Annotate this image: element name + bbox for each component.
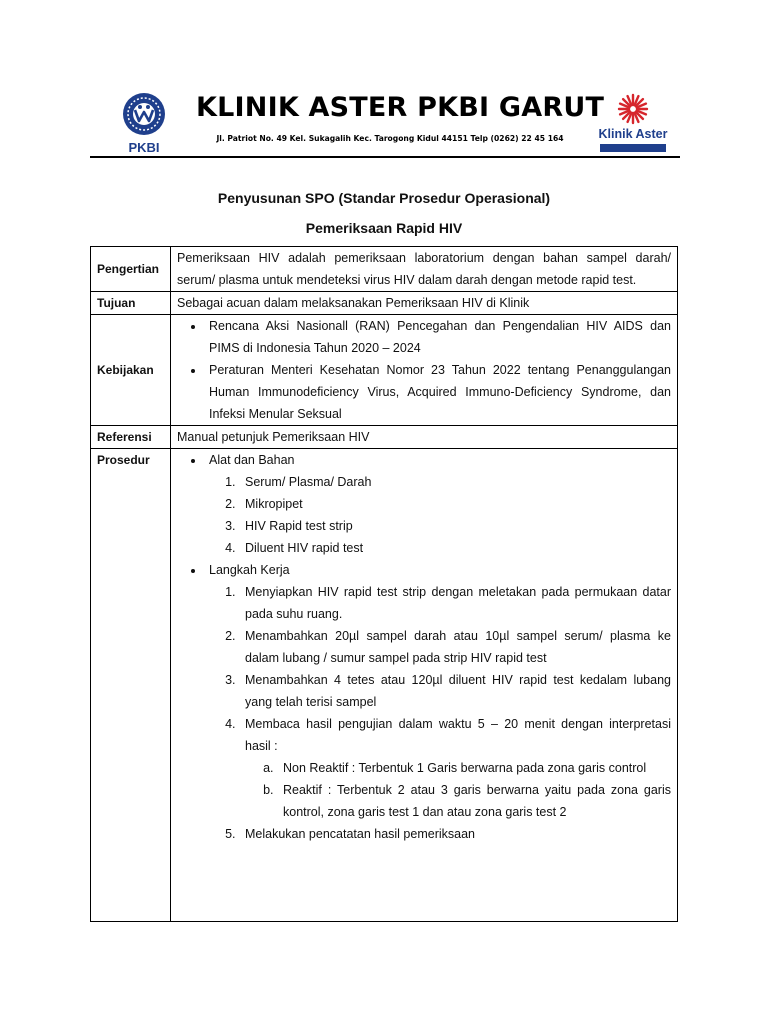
kebijakan-cell: [171, 315, 678, 426]
alat-list: [209, 471, 671, 559]
clinic-name: KLINIK ASTER PKBI GARUT: [196, 92, 605, 123]
prosedur-cell: [171, 449, 678, 922]
list-item: 4. Diluent HIV rapid test: [239, 537, 671, 559]
list-item: a. Non Reaktif : Terbentuk 1 Garis berwarna pada zona garis control: [277, 757, 671, 779]
aster-logo: [596, 92, 670, 154]
label-tujuan: Tujuan: [91, 292, 171, 315]
prosedur-section-langkah: [205, 559, 671, 845]
referensi-text: Manual petunjuk Pemeriksaan HIV: [171, 426, 678, 449]
list-item: 5. Melakukan pencatatan hasil pemeriksaan: [239, 823, 671, 845]
label-pengertian: Pengertian: [91, 247, 171, 292]
langkah-list: [209, 581, 671, 845]
clinic-address: Jl. Patriot No. 49 Kel. Sukagalih Kec. Tarogong Kidul 44151 Telp (0262) 22 45 164: [216, 134, 564, 143]
label-prosedur: Prosedur: [91, 449, 171, 922]
row-tujuan: [91, 292, 678, 315]
list-item: 3. Menambahkan 4 tetes atau 120µl diluent HIV rapid test kedalam lubang yang telah terisi sampel: [239, 669, 671, 713]
row-prosedur: [91, 449, 678, 922]
list-item-with-sublist: [239, 713, 671, 823]
interpretasi-list: [245, 757, 671, 823]
list-item: 2. Mikropipet: [239, 493, 671, 515]
label-referensi: Referensi: [91, 426, 171, 449]
letterhead: [90, 88, 680, 154]
list-item: 1. Serum/ Plasma/ Darah: [239, 471, 671, 493]
list-item: • Rencana Aksi Nasionall (RAN) Pencegahan dan Pengendalian HIV AIDS dan PIMS di Indonesia Tahun 2020 – 2024: [205, 315, 671, 359]
list-item: • Peraturan Menteri Kesehatan Nomor 23 Tahun 2022 tentang Penanggulangan Human Immunodeficiency Virus, Acquired Immuno-Deficiency Syndrome, dan Infeksi Menular Seksual: [205, 359, 671, 425]
prosedur-list: [177, 449, 671, 845]
document-title: Penyusunan SPO (Standar Prosedur Operasional): [217, 190, 551, 206]
row-referensi: [91, 426, 678, 449]
pkbi-logo: [116, 90, 172, 154]
pkbi-logo-text: PKBI: [128, 140, 160, 154]
pengertian-text: Pemeriksaan HIV adalah pemeriksaan laboratorium dengan bahan sampel darah/ serum/ plasma untuk mendeteksi virus HIV dalam darah dengan metode rapid test.: [171, 247, 678, 292]
spo-table: [90, 246, 678, 922]
list-item: 2. Menambahkan 20µl sampel darah atau 10µl sampel serum/ plasma ke dalam lubang / sumur sampel pada strip HIV rapid test: [239, 625, 671, 669]
prosedur-section-alat: [205, 449, 671, 559]
row-pengertian: [91, 247, 678, 292]
document-subtitle: Pemeriksaan Rapid HIV: [305, 220, 463, 236]
alat-heading: Alat dan Bahan: [209, 453, 295, 467]
letterhead-divider: [90, 156, 680, 158]
label-kebijakan: Kebijakan: [91, 315, 171, 426]
list-item: b. Reaktif : Terbentuk 2 atau 3 garis berwarna yaitu pada zona garis kontrol, zona garis test 1 dan atau zona garis test 2: [277, 779, 671, 823]
aster-logo-text: Klinik Aster: [598, 127, 668, 141]
tujuan-text: Sebagai acuan dalam melaksanakan Pemeriksaan HIV di Klinik: [171, 292, 678, 315]
langkah-heading: Langkah Kerja: [209, 563, 290, 577]
step-text: Membaca hasil pengujian dalam waktu 5 – 20 menit dengan interpretasi hasil :: [245, 717, 671, 753]
list-item: 1. Menyiapkan HIV rapid test strip dengan meletakan pada permukaan datar pada suhu ruang.: [239, 581, 671, 625]
kebijakan-list: [177, 315, 671, 425]
row-kebijakan: [91, 315, 678, 426]
list-item: 3. HIV Rapid test strip: [239, 515, 671, 537]
